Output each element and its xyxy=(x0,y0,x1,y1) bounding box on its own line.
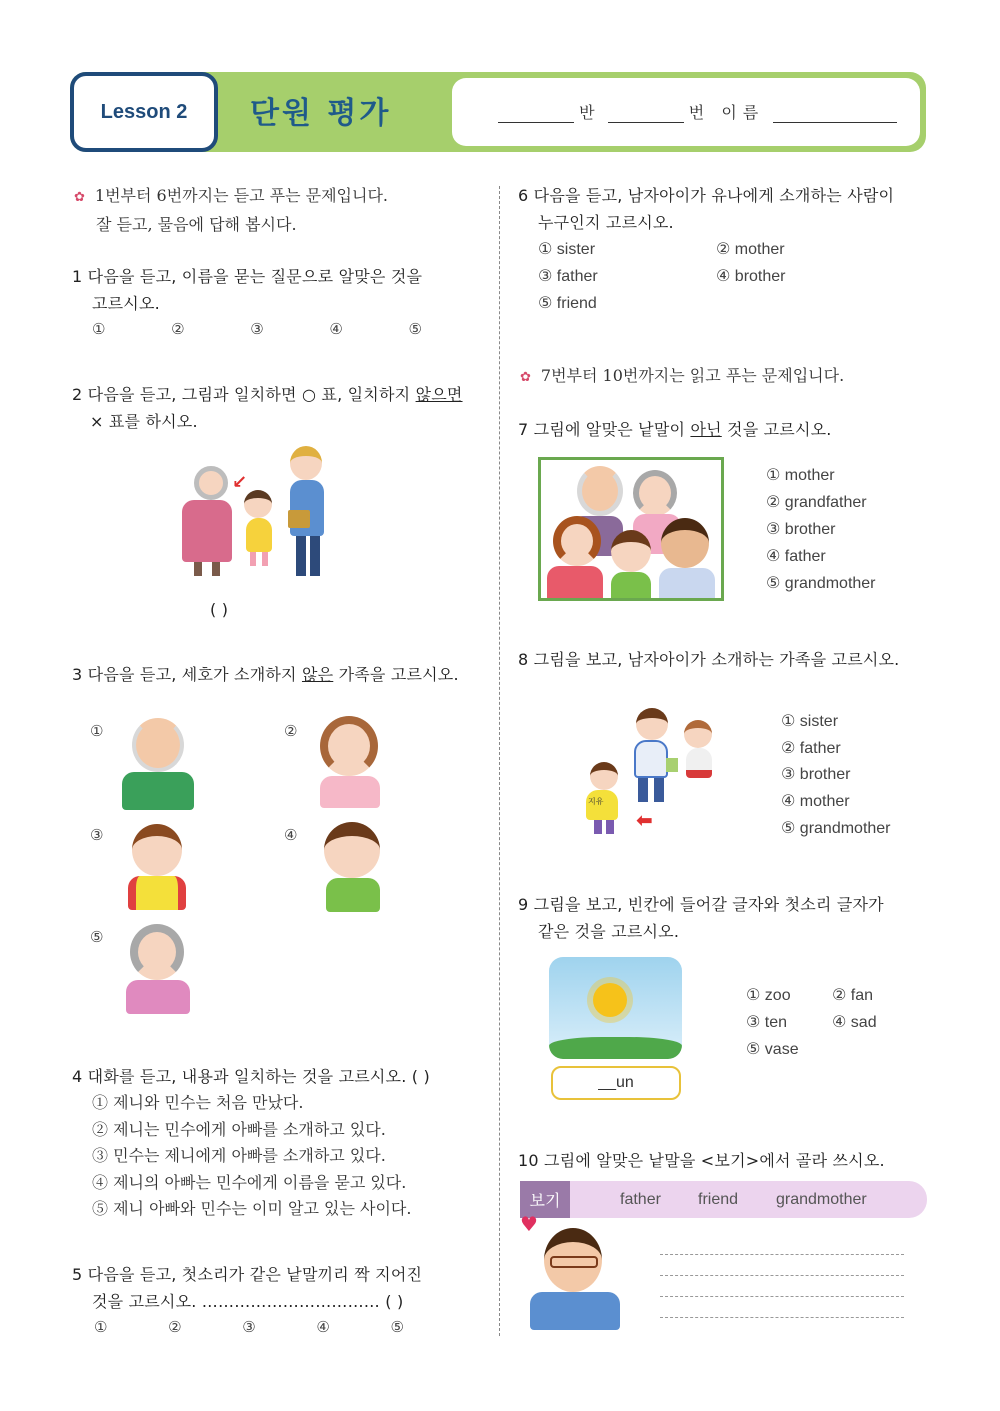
word-bank-word-1: father xyxy=(620,1191,661,1208)
q5-option-2[interactable]: ② xyxy=(168,1318,182,1336)
q7-option-4[interactable]: ④ father xyxy=(766,548,826,565)
q3-option-3[interactable]: ③ xyxy=(90,826,104,844)
question-3: 3 다음을 듣고, 세호가 소개하지 않은 가족을 고르시오. xyxy=(72,665,459,684)
q1-option-3[interactable]: ③ xyxy=(250,320,264,338)
class-label: 반 xyxy=(579,103,595,122)
q8-illustration xyxy=(580,706,740,838)
q8-option-4[interactable]: ④ mother xyxy=(781,793,850,811)
class-blank[interactable] xyxy=(498,105,574,123)
grandmother-picture xyxy=(124,922,192,1014)
lesson-badge: Lesson 2 xyxy=(70,72,218,152)
q5-option-3[interactable]: ③ xyxy=(242,1318,256,1336)
q8-option-3[interactable]: ③ brother xyxy=(781,766,851,784)
q8-options xyxy=(781,709,891,843)
q3-option-1[interactable]: ① xyxy=(90,722,104,740)
arrow-icon: ↙ xyxy=(232,472,248,493)
q7-option-1[interactable]: ① mother xyxy=(766,467,835,484)
flower-icon: ✿ xyxy=(74,190,85,205)
word-bank-word-2: friend xyxy=(698,1191,739,1208)
q3-option-2[interactable]: ② xyxy=(284,722,298,740)
q8-option-1[interactable]: ① sister xyxy=(781,713,839,730)
q6-option-5[interactable]: ⑤ friend xyxy=(538,295,597,312)
q4-option-2[interactable]: ② 제니는 민수에게 아빠를 소개하고 있다. xyxy=(92,1119,386,1139)
q4-option-4[interactable]: ④ 제니의 아빠는 민수에게 이름을 묻고 있다. xyxy=(92,1172,407,1192)
column-divider xyxy=(499,186,500,1336)
question-9: 9 그림을 보고, 빈칸에 들어갈 글자와 첫소리 글자가 같은 것을 고르시오. xyxy=(518,895,884,941)
number-label: 번 xyxy=(688,103,705,122)
family-picture xyxy=(538,457,724,601)
father-picture xyxy=(530,1228,620,1330)
q4-option-3[interactable]: ③ 민수는 제니에게 아빠를 소개하고 있다. xyxy=(92,1146,386,1165)
q7-options xyxy=(766,462,876,597)
answer-line-1[interactable] xyxy=(660,1254,904,1255)
question-7: 7 그림에 알맞은 낱말이 아닌 것을 고르시오. xyxy=(518,420,832,439)
flower-icon: ✿ xyxy=(520,370,531,385)
q1-option-4[interactable]: ④ xyxy=(329,320,343,338)
q5-option-4[interactable]: ④ xyxy=(316,1318,330,1336)
q1-options xyxy=(92,320,422,338)
q8-option-2[interactable]: ② father xyxy=(781,739,841,757)
word-bank-word-3: grandmother xyxy=(776,1191,867,1208)
answer-line-4[interactable] xyxy=(660,1317,904,1318)
brother-picture xyxy=(118,822,198,910)
q1-option-1[interactable]: ① xyxy=(92,320,106,338)
q9-option-1[interactable]: ① zoo xyxy=(746,987,791,1004)
q5-option-1[interactable]: ① xyxy=(94,1318,108,1336)
q3-option-5[interactable]: ⑤ xyxy=(90,928,104,946)
question-4: 4 대화를 듣고, 내용과 일치하는 것을 고르시오. ( ) xyxy=(72,1067,430,1086)
q6-option-4[interactable]: ④ brother xyxy=(716,268,786,285)
name-tag: 지유 xyxy=(588,797,604,806)
page-title: 단원 평가 xyxy=(250,96,392,131)
q6-option-3[interactable]: ③ father xyxy=(538,268,598,285)
mother-picture xyxy=(314,714,386,808)
answer-line-3[interactable] xyxy=(660,1296,904,1297)
q7-option-5[interactable]: ⑤ grandmother xyxy=(766,575,876,592)
q4-option-5[interactable]: ⑤ 제니 아빠와 민수는 이미 알고 있는 사이다. xyxy=(92,1199,412,1218)
rabbit-icon: ♥ xyxy=(520,1212,538,1236)
q9-option-3[interactable]: ③ ten xyxy=(746,1014,788,1031)
reading-intro: ✿ 7번부터 10번까지는 읽고 푸는 문제입니다. xyxy=(520,366,845,385)
answer-line-2[interactable] xyxy=(660,1275,904,1276)
arrow-icon: ⬅ xyxy=(636,808,653,832)
q4-options xyxy=(92,1090,411,1223)
q5-options xyxy=(94,1318,404,1336)
number-blank[interactable] xyxy=(608,105,684,123)
q7-option-3[interactable]: ③ brother xyxy=(766,521,836,538)
q3-option-4[interactable]: ④ xyxy=(284,826,298,844)
q7-option-2[interactable]: ② grandfather xyxy=(766,494,867,511)
sun-icon xyxy=(593,983,627,1017)
word-bank-label: 보기 xyxy=(520,1181,570,1218)
question-10: 10 그림에 알맞은 낱말을 <보기>에서 골라 쓰시오. xyxy=(518,1151,885,1170)
q9-option-2[interactable]: ② fan xyxy=(832,987,874,1004)
question-2: 2 다음을 듣고, 그림과 일치하면 ○ 표, 일치하지 않으면 × 표를 하시오. xyxy=(72,385,463,431)
q1-option-5[interactable]: ⑤ xyxy=(408,320,422,338)
sister-picture xyxy=(316,820,388,912)
q9-option-5[interactable]: ⑤ vase xyxy=(746,1041,799,1058)
q6-option-2[interactable]: ② mother xyxy=(716,241,785,258)
q5-option-5[interactable]: ⑤ xyxy=(390,1318,404,1336)
name-label: 이름 xyxy=(721,103,765,122)
sun-picture xyxy=(549,957,682,1059)
q1-option-2[interactable]: ② xyxy=(171,320,185,338)
listening-intro: ✿ 1번부터 6번까지는 듣고 푸는 문제입니다. 잘 듣고, 물음에 답해 봅시다. xyxy=(74,186,388,234)
question-6: 6 다음을 듣고, 남자아이가 유나에게 소개하는 사람이 누구인지 고르시오. xyxy=(518,186,895,232)
question-8: 8 그림을 보고, 남자아이가 소개하는 가족을 고르시오. xyxy=(518,650,900,669)
q2-answer-blank[interactable]: ( ) xyxy=(210,600,229,619)
question-5: 5 다음을 듣고, 첫소리가 같은 낱말끼리 짝 지어진 것을 고르시오. …………………………… ( ) xyxy=(72,1265,423,1311)
q6-option-1[interactable]: ① sister xyxy=(538,241,596,258)
q9-word-box: __un xyxy=(551,1066,681,1100)
question-1: 1 다음을 듣고, 이름을 묻는 질문으로 알맞은 것을 고르시오. xyxy=(72,267,423,313)
name-blank[interactable] xyxy=(773,105,897,123)
q4-option-1[interactable]: ① 제니와 민수는 처음 만났다. xyxy=(92,1093,304,1112)
student-info-line xyxy=(498,100,897,123)
q8-option-5[interactable]: ⑤ grandmother xyxy=(781,819,891,837)
grandfather-picture xyxy=(120,716,196,810)
q2-illustration xyxy=(172,438,332,583)
q9-option-4[interactable]: ④ sad xyxy=(832,1014,877,1031)
